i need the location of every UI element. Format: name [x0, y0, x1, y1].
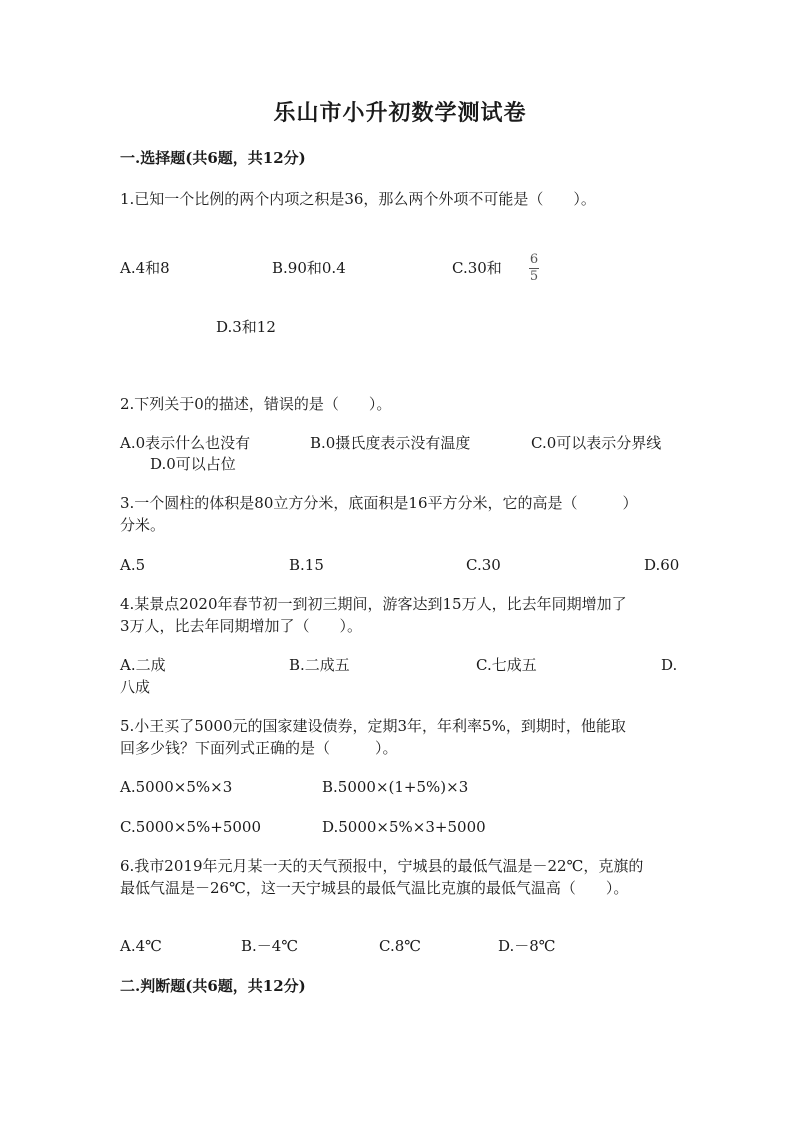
- question-3-option-a: A.5: [120, 556, 146, 574]
- question-3-option-c: C.30: [466, 556, 501, 574]
- question-6-option-b: B.－4℃: [241, 937, 299, 955]
- question-3-option-b: B.15: [289, 556, 324, 574]
- question-1-option-a: A.4和8: [120, 259, 170, 277]
- question-5-option-d: D.5000×5%×3+5000: [322, 818, 486, 836]
- question-6-option-a: A.4℃: [120, 937, 162, 955]
- question-2-stem: 2.下列关于0的描述，错误的是（ ）。: [120, 395, 392, 413]
- question-3-stem-line2: 分米。: [120, 516, 166, 534]
- question-4-stem-line1: 4.某景点2020年春节初一到初三期间，游客达到15万人，比去年同期增加了: [120, 595, 627, 613]
- question-1-fraction: [527, 253, 541, 284]
- fraction-numerator: 6: [529, 252, 539, 267]
- question-2-option-a: A.0表示什么也没有: [120, 434, 251, 452]
- question-5-option-b: B.5000×(1+5%)×3: [322, 778, 469, 796]
- question-1-option-d: D.3和12: [216, 318, 276, 336]
- question-5-option-c: C.5000×5%+5000: [120, 818, 261, 836]
- question-6-stem-line2: 最低气温是－26℃，这一天宁城县的最低气温比克旗的最低气温高（ ）。: [120, 879, 629, 897]
- question-4-option-d-label: D.: [661, 656, 678, 674]
- question-4-option-a: A.二成: [120, 656, 166, 674]
- question-5-stem-line2: 回多少钱？下面列式正确的是（ ）。: [120, 739, 398, 757]
- question-5-stem-line1: 5.小王买了5000元的国家建设债券，定期3年，年利率5%，到期时，他能取: [120, 717, 626, 735]
- page-title: 乐山市小升初数学测试卷: [273, 100, 527, 126]
- question-6-option-d: D.－8℃: [498, 937, 556, 955]
- question-1-option-c: C.30和: [452, 259, 502, 277]
- question-3-option-d: D.60: [644, 556, 680, 574]
- question-4-option-b: B.二成五: [289, 656, 350, 674]
- question-4-option-d-text: 八成: [120, 678, 151, 696]
- section-heading-judgement: 二.判断题(共6题，共12分): [120, 977, 306, 995]
- question-2-option-d: D.0可以占位: [150, 455, 236, 473]
- question-3-stem-line1: 3.一个圆柱的体积是80立方分米，底面积是16平方分米，它的高是（ ）: [120, 494, 638, 512]
- question-4-stem-line2: 3万人，比去年同期增加了（ ）。: [120, 617, 363, 635]
- question-1-option-b: B.90和0.4: [272, 259, 346, 277]
- question-5-option-a: A.5000×5%×3: [120, 778, 233, 796]
- fraction-denominator: 5: [529, 269, 539, 284]
- question-1-stem: 1.已知一个比例的两个内项之积是36，那么两个外项不可能是（ ）。: [120, 190, 596, 208]
- question-6-option-c: C.8℃: [379, 937, 422, 955]
- question-2-option-c: C.0可以表示分界线: [531, 434, 662, 452]
- question-2-option-b: B.0摄氏度表示没有温度: [310, 434, 471, 452]
- section-heading-choice: 一.选择题(共6题，共12分): [120, 149, 306, 167]
- question-6-stem-line1: 6.我市2019年元月某一天的天气预报中，宁城县的最低气温是－22℃，克旗的: [120, 857, 644, 875]
- question-4-option-c: C.七成五: [476, 656, 537, 674]
